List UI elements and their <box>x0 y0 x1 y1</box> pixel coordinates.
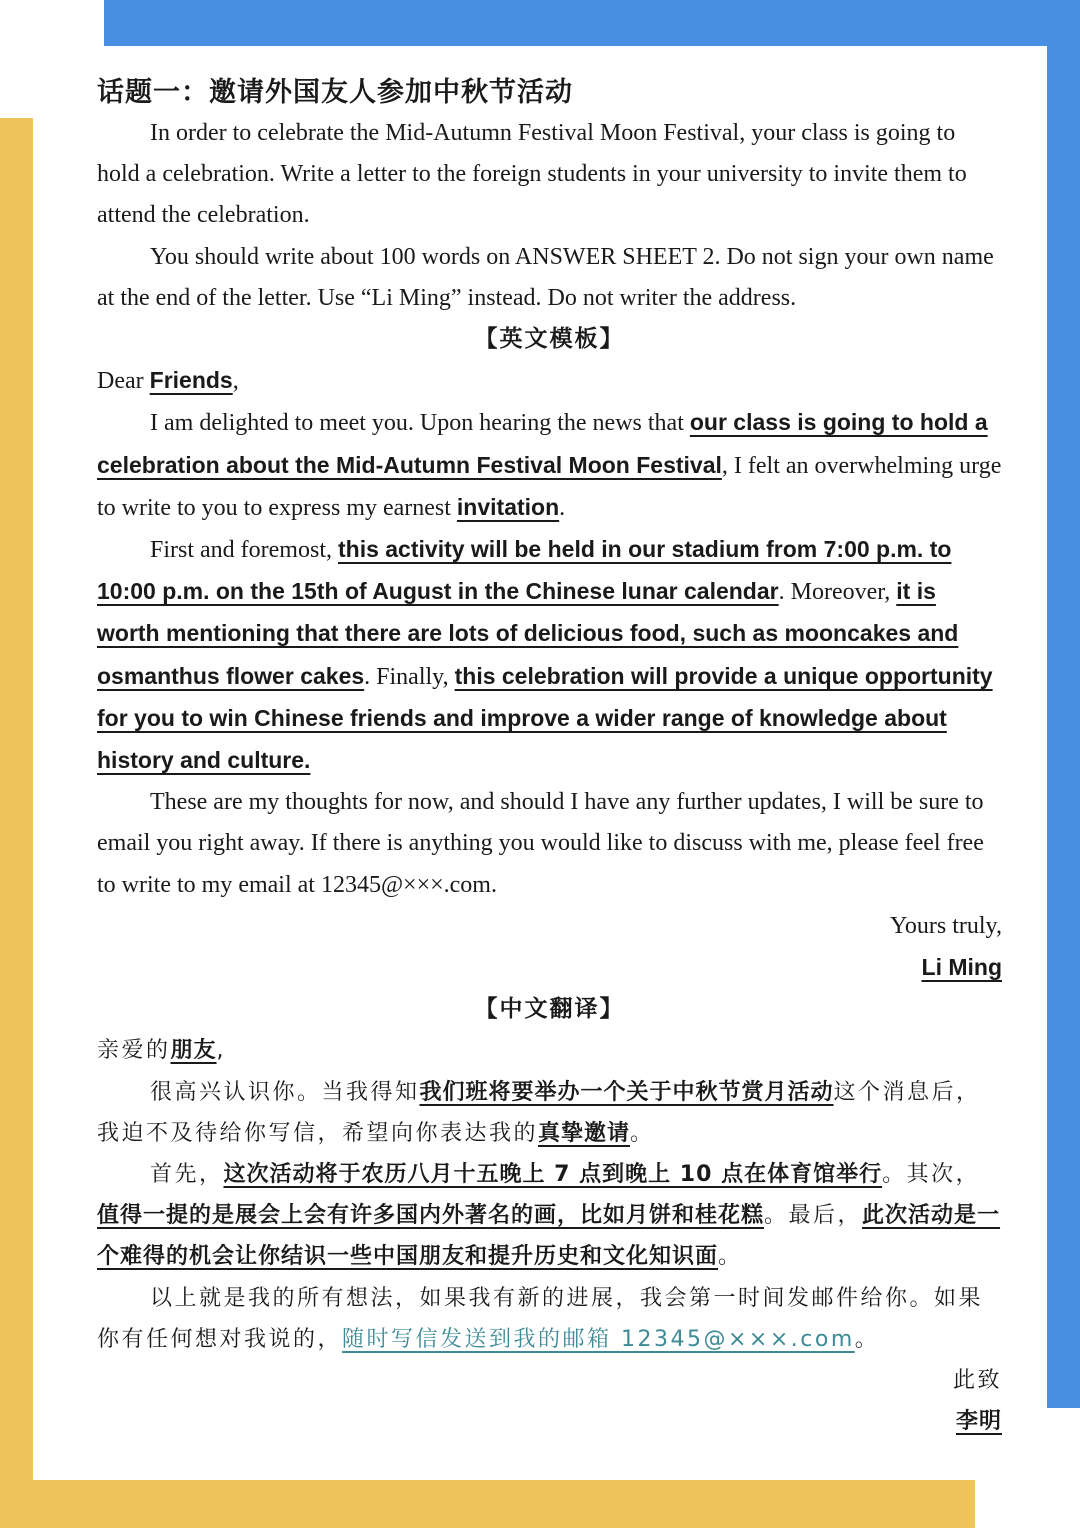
chinese-section <box>97 1030 1002 1442</box>
text-span: I am delighted to meet you. Upon hearing the news that <box>150 410 690 437</box>
underlined-phrase: this celebration will provide a unique opportunity for you to win Chinese friends and improve a wider range of knowledge about history and culture. <box>97 662 993 774</box>
underlined-phrase: 值得一提的是展会上会有许多国内外著名的画，比如月饼和桂花糕 <box>97 1203 765 1229</box>
text-span: , I felt an overwhelming urge to write to you to express my earnest <box>97 452 1002 521</box>
chinese-signature: 李明 <box>955 1409 1002 1435</box>
text-span: First and foremost, <box>150 537 338 564</box>
text-span: 这个消息后，我迫不及待给你写信，希望向你表达我的 <box>97 1079 981 1146</box>
underlined-phrase: invitation <box>456 493 560 520</box>
prompt-paragraph-1: In order to celebrate the Mid-Autumn Festival Moon Festival, your class is going to hold a celebration. Write a letter to the foreign students in your university to invite them to attend the celebration. <box>97 120 967 229</box>
text-span: 。 <box>854 1326 880 1352</box>
underlined-phrase: 这次活动将于农历八月十五晚上 7 点到晚上 10 点在体育馆举行 <box>223 1162 883 1188</box>
underlined-phrase: 此次活动是一个难得的机会让你结识一些中国朋友和提升历史和文化知识面 <box>97 1203 1001 1270</box>
text-span: 首先， <box>150 1162 224 1188</box>
salutation-prefix: 亲爱的 <box>97 1038 171 1064</box>
text-span: 。其次， <box>882 1162 981 1188</box>
topic-title: 话题一：邀请外国友人参加中秋节活动 <box>97 77 573 108</box>
chinese-paragraph-1 <box>97 1072 1002 1154</box>
text-span: 。 <box>718 1244 743 1270</box>
text-span: . Finally, <box>364 663 455 690</box>
right-blue-bar <box>1047 0 1080 1408</box>
underlined-phrase: it is worth mentioning that there are lots of delicious food, such as mooncakes and osmanthus flower cakes <box>97 578 959 689</box>
english-salutation <box>97 360 1002 402</box>
email-link[interactable]: 随时写信发送到我的邮箱 12345@×××.com <box>342 1326 855 1352</box>
salutation-name: 朋友 <box>170 1038 217 1064</box>
salutation-suffix: , <box>232 368 239 395</box>
underlined-phrase: our class is going to hold a celebration about the Mid-Autumn Festival Moon Festival <box>97 409 988 478</box>
chinese-paragraph-3 <box>97 1278 1002 1360</box>
chinese-paragraph-2 <box>97 1154 1002 1278</box>
english-signature: Li Ming <box>921 954 1002 981</box>
salutation-prefix: Dear <box>97 368 150 395</box>
text-span: 。 <box>630 1120 655 1146</box>
text-span: 以上就是我的所有想法，如果我有新的进展，我会第一时间发邮件给你。如果你有任何想对我说的， <box>97 1285 984 1352</box>
chinese-closing: 此致 <box>952 1368 1002 1394</box>
document-content <box>97 72 1002 1443</box>
english-paragraph-1 <box>97 402 1002 529</box>
english-paragraph-3: These are my thoughts for now, and should I have any further updates, I will be sure to email you right away. If there is anything you would like to discuss with me, please feel free to write to my email at 12345@×××.com. <box>97 789 984 898</box>
bottom-yellow-bar <box>0 1480 975 1528</box>
salutation-suffix: , <box>216 1038 227 1064</box>
text-span: 很高兴认识你。当我得知 <box>150 1079 420 1105</box>
underlined-phrase: 真挚邀请 <box>538 1120 631 1146</box>
underlined-phrase: 我们班将要举办一个关于中秋节赏月活动 <box>419 1079 834 1105</box>
text-span: . Moreover, <box>778 579 897 606</box>
text-span: 。最后， <box>764 1203 863 1229</box>
underlined-phrase: this activity will be held in our stadium from 7:00 p.m. to 10:00 p.m. on the 15th of August in the Chinese lunar calendar <box>97 536 952 605</box>
salutation-name: Friends <box>149 367 233 394</box>
prompt-paragraph-2: You should write about 100 words on ANSWER SHEET 2. Do not sign your own name at the end of the letter. Use “Li Ming” instead. Do not writer the address. <box>97 243 994 311</box>
english-signature-line <box>97 947 1002 989</box>
english-paragraph-2 <box>97 529 1002 782</box>
english-closing: Yours truly, <box>889 912 1002 939</box>
english-template-heading: 【英文模板】 <box>474 326 625 353</box>
chinese-salutation <box>97 1030 1002 1071</box>
left-yellow-bar <box>0 118 33 1528</box>
chinese-signature-line <box>97 1401 1002 1442</box>
top-blue-bar <box>104 0 1080 46</box>
text-span: . <box>559 494 566 521</box>
chinese-translation-heading: 【中文翻译】 <box>474 996 625 1023</box>
